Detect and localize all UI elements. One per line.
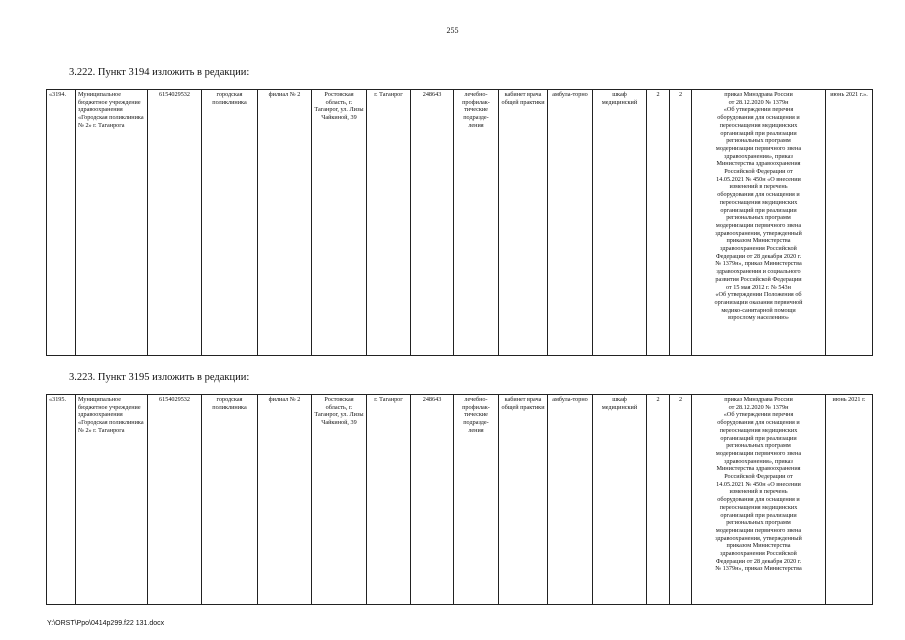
cell-address: Ростовская область, г. Таганрог, ул. Лизы Чайкиной, 39: [312, 90, 367, 356]
cell-room: кабинет врача общей практики: [499, 395, 548, 605]
section-heading: 3.222. Пункт 3194 изложить в редакции:: [69, 67, 250, 78]
cell-equipment: шкаф медицинский: [593, 395, 647, 605]
cell-care-type: амбула-торно: [548, 90, 593, 356]
cell-address: Ростовская область, г. Таганрог, ул. Лизы Чайкиной, 39: [312, 395, 367, 605]
cell-branch: филиал № 2: [258, 395, 312, 605]
cell-quantity: 2: [670, 395, 692, 605]
cell-city: г. Таганрог: [367, 90, 411, 356]
cell-number: «3194.: [47, 90, 76, 356]
cell-type: городская поликлиника: [202, 90, 258, 356]
cell-organization: Муниципальное бюджетное учреждение здравоохранения «Городская поликлиника № 2» г. Таганрога: [76, 395, 148, 605]
page-number: 255: [446, 26, 459, 35]
cell-department: лечебно-профилак-тические подразде-ления: [454, 395, 499, 605]
cell-department: лечебно-профилак-тические подразде-ления: [454, 90, 499, 356]
footer-file-path: Y:\ORST\Ppo\0414p299.f22 131.docx: [47, 620, 165, 627]
cell-number: «3195.: [47, 395, 76, 605]
cell-care-type: амбула-торно: [548, 395, 593, 605]
cell-inn: 6154029532: [148, 90, 202, 356]
cell-equipment: шкаф медицинский: [593, 90, 647, 356]
cell-code: 248643: [411, 395, 454, 605]
cell-quantity: 2: [670, 90, 692, 356]
table-row: [47, 90, 873, 356]
table-row: [47, 395, 873, 605]
cell-code: 248643: [411, 90, 454, 356]
cell-inn: 6154029532: [148, 395, 202, 605]
cell-quantity: 2: [647, 395, 670, 605]
cell-legal-basis: приказ Минздрава России от 28.12.2020 № 1379н «Об утверждении перечня оборудования для оснащения и переоснащения медицинских организаций при реализации региональных программ модернизации первичного звена здравоохранения», приказ Министерства здравоохранения Российской Федерации от 14.05.2021 № 450н «О внесении изменений в перечень оборудования для оснащения и переоснащения медицинских организаций при реализации региональных программ модернизации первичного звена здравоохранения, утвержденный приказом Министерства здравоохранения Российской Федерации от 28 декабря 2020 г. № 1379н», приказ Министерства: [692, 395, 826, 605]
cell-organization: Муниципальное бюджетное учреждение здравоохранения «Городская поликлиника № 2» г. Таганрога: [76, 90, 148, 356]
cell-deadline: июнь 2021 г.».: [826, 90, 873, 356]
cell-branch: филиал № 2: [258, 90, 312, 356]
cell-type: городская поликлиника: [202, 395, 258, 605]
cell-city: г. Таганрог: [367, 395, 411, 605]
cell-deadline: июнь 2021 г.: [826, 395, 873, 605]
cell-legal-basis: приказ Минздрава России от 28.12.2020 № 1379н «Об утверждении перечня оборудования для оснащения и переоснащения медицинских организаций при реализации региональных программ модернизации первичного звена здравоохранения», приказ Министерства здравоохранения Российской Федерации от 14.05.2021 № 450н «О внесении изменений в перечень оборудования для оснащения и переоснащения медицинских организаций при реализации региональных программ модернизации первичного звена здравоохранения, утвержденный приказом Министерства здравоохранения Российской Федерации от 28 декабря 2020 г. № 1379н», приказ Министерства здравоохранения и социального развития Российской Федерации от 15 мая 2012 г. № 543н «Об утверждении Положения об организации оказания первичной медико-санитарной помощи взрослому населению»: [692, 90, 826, 356]
amendment-table: [46, 89, 873, 356]
cell-quantity: 2: [647, 90, 670, 356]
section-heading: 3.223. Пункт 3195 изложить в редакции:: [69, 372, 250, 383]
amendment-table: [46, 394, 873, 605]
cell-room: кабинет врача общей практики: [499, 90, 548, 356]
